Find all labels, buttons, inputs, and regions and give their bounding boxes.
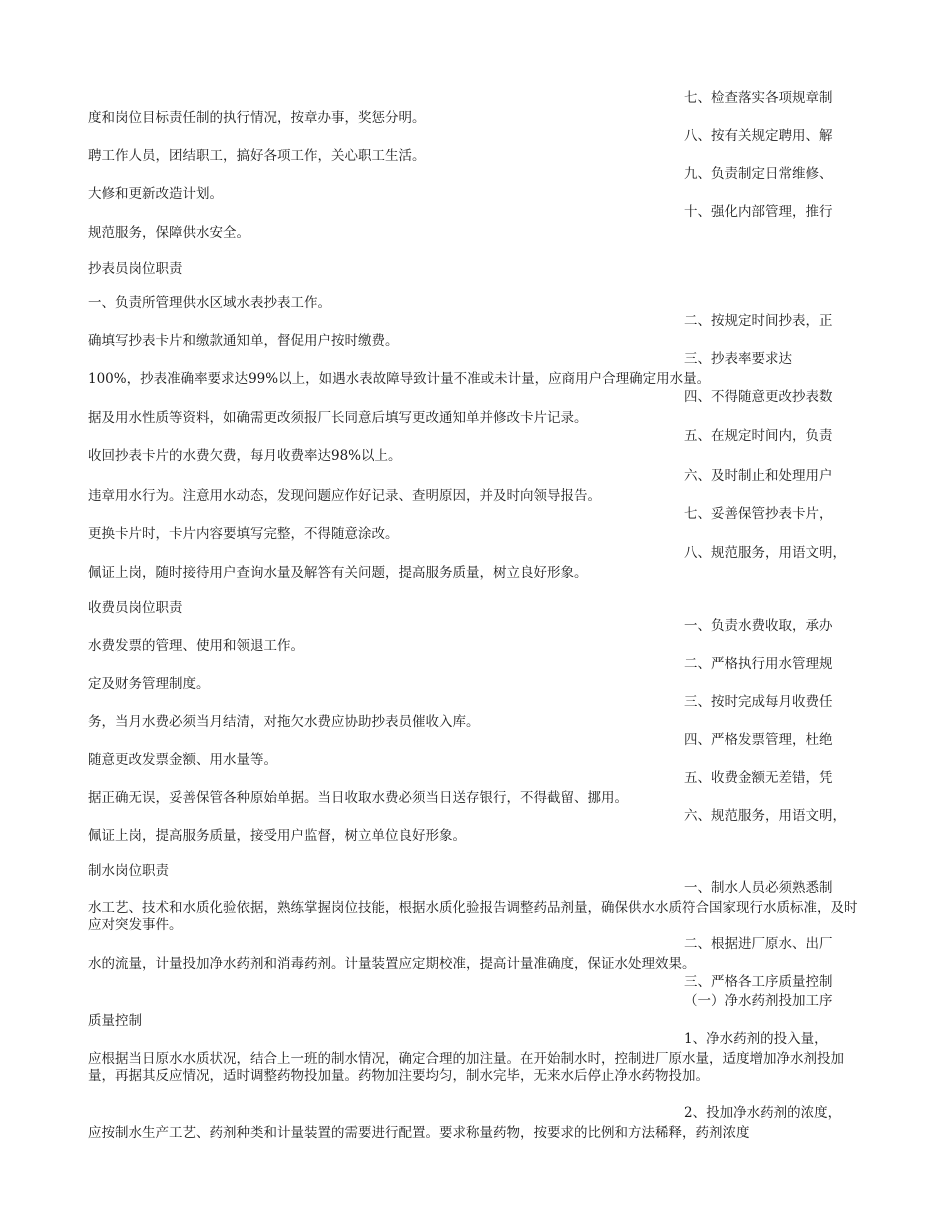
text-line: 二、按规定时间抄表，正 [684,313,833,329]
section-heading: 收费员岗位职责 [88,600,183,616]
text-line: 九、负责制定日常维修、 [684,166,833,182]
text-line: 大修和更新改造计划。 [88,186,223,202]
text-line: 务，当月水费必须当月结清，对拖欠水费应协助抄表员催收入库。 [88,714,480,730]
text-line: 佩证上岗，随时接待用户查询水量及解答有关问题，提高服务质量，树立良好形象。 [88,565,588,581]
text-line: 三、严格各工序质量控制 [684,974,833,990]
text-line: 规范服务，保障供水安全。 [88,225,250,241]
text-line: 二、根据进厂原水、出厂 [684,936,833,952]
text-line: 随意更改发票金额、用水量等。 [88,752,277,768]
text-line: 水费发票的管理、使用和领退工作。 [88,638,304,654]
text-line: 六、规范服务，用语文明， [684,808,846,824]
subsection-heading: （一）净水药剂投加工序 [684,993,833,1009]
text-line: 确填写抄表卡片和缴款通知单，督促用户按时缴费。 [88,333,399,349]
text-line: 聘工作人员，团结职工，搞好各项工作，关心职工生活。 [88,148,426,164]
text-line: 八、按有关规定聘用、解 [684,128,833,144]
text-line: 八、规范服务，用语文明， [684,545,846,561]
text-line: 一、负责所管理供水区域水表抄表工作。 [88,295,331,311]
text-line: 一、负责水费收取，承办 [684,618,833,634]
text-line: 质量控制 [88,1013,142,1029]
text-line: 100%，抄表准确率要求达99%以上，如遇水表故障导致计量不准或未计量，应商用户合理确定用水量。 [88,371,711,387]
text-line: 收回抄表卡片的水费欠费，每月收费率达98%以上。 [88,448,402,464]
text-line: 据正确无误，妥善保管各种原始单据。当日收取水费必须当日送存银行，不得截留、挪用。 [88,790,628,806]
text-line: 三、抄表率要求达 [684,351,792,367]
text-line: 水的流量，计量投加净水药剂和消毒药剂。计量装置应定期校准，提高计量准确度，保证水处理效果。 [88,956,696,972]
text-line: 应按制水生产工艺、药剂种类和计量装置的需要进行配置。要求称量药物，按要求的比例和方法稀释，药剂浓度 [88,1125,750,1141]
section-heading: 制水岗位职责 [88,863,169,879]
section-heading: 抄表员岗位职责 [88,261,183,277]
text-line: 一、制水人员必须熟悉制 [684,880,833,896]
text-line: 三、按时完成每月收费任 [684,694,833,710]
text-paragraph: 应根据当日原水水质状况，结合上一班的制水情况，确定合理的加注量。在开始制水时，控制进厂原水量，适度增加净水剂投加量，再据其反应情况，适时调整药物投加量。药物加注要均匀，制水完毕，无来水后停止净水药物投加。 [88,1051,844,1084]
text-line: 四、不得随意更改抄表数 [684,389,833,405]
text-line: 五、在规定时间内，负责 [684,428,833,444]
text-line: 违章用水行为。注意用水动态，发现问题应作好记录、查明原因，并及时向领导报告。 [88,488,601,504]
text-line: 十、强化内部管理，推行 [684,204,833,220]
text-line: 六、及时制止和处理用户 [684,468,833,484]
text-line: 七、妥善保管抄表卡片， [684,506,833,522]
text-line: 二、严格执行用水管理规 [684,656,833,672]
text-paragraph: 水工艺、技术和水质化验依据，熟练掌握岗位技能，根据水质化验报告调整药品剂量，确保供水水质符合国家现行水质标准，及时应对突发事件。 [88,900,858,933]
text-line: 据及用水性质等资料，如确需更改须报厂长同意后填写更改通知单并修改卡片记录。 [88,410,588,426]
text-line: 度和岗位目标责任制的执行情况，按章办事，奖惩分明。 [88,110,426,126]
text-line: 佩证上岗，提高服务质量，接受用户监督，树立单位良好形象。 [88,828,466,844]
text-line: 五、收费金额无差错，凭 [684,770,833,786]
text-line: 2、投加净水药剂的浓度， [684,1105,842,1121]
text-line: 七、检查落实各项规章制 [684,90,833,106]
text-line: 更换卡片时，卡片内容要填写完整，不得随意涂改。 [88,526,399,542]
text-line: 定及财务管理制度。 [88,676,210,692]
text-line: 四、严格发票管理，杜绝 [684,732,833,748]
text-line: 1、净水药剂的投入量， [684,1031,828,1047]
